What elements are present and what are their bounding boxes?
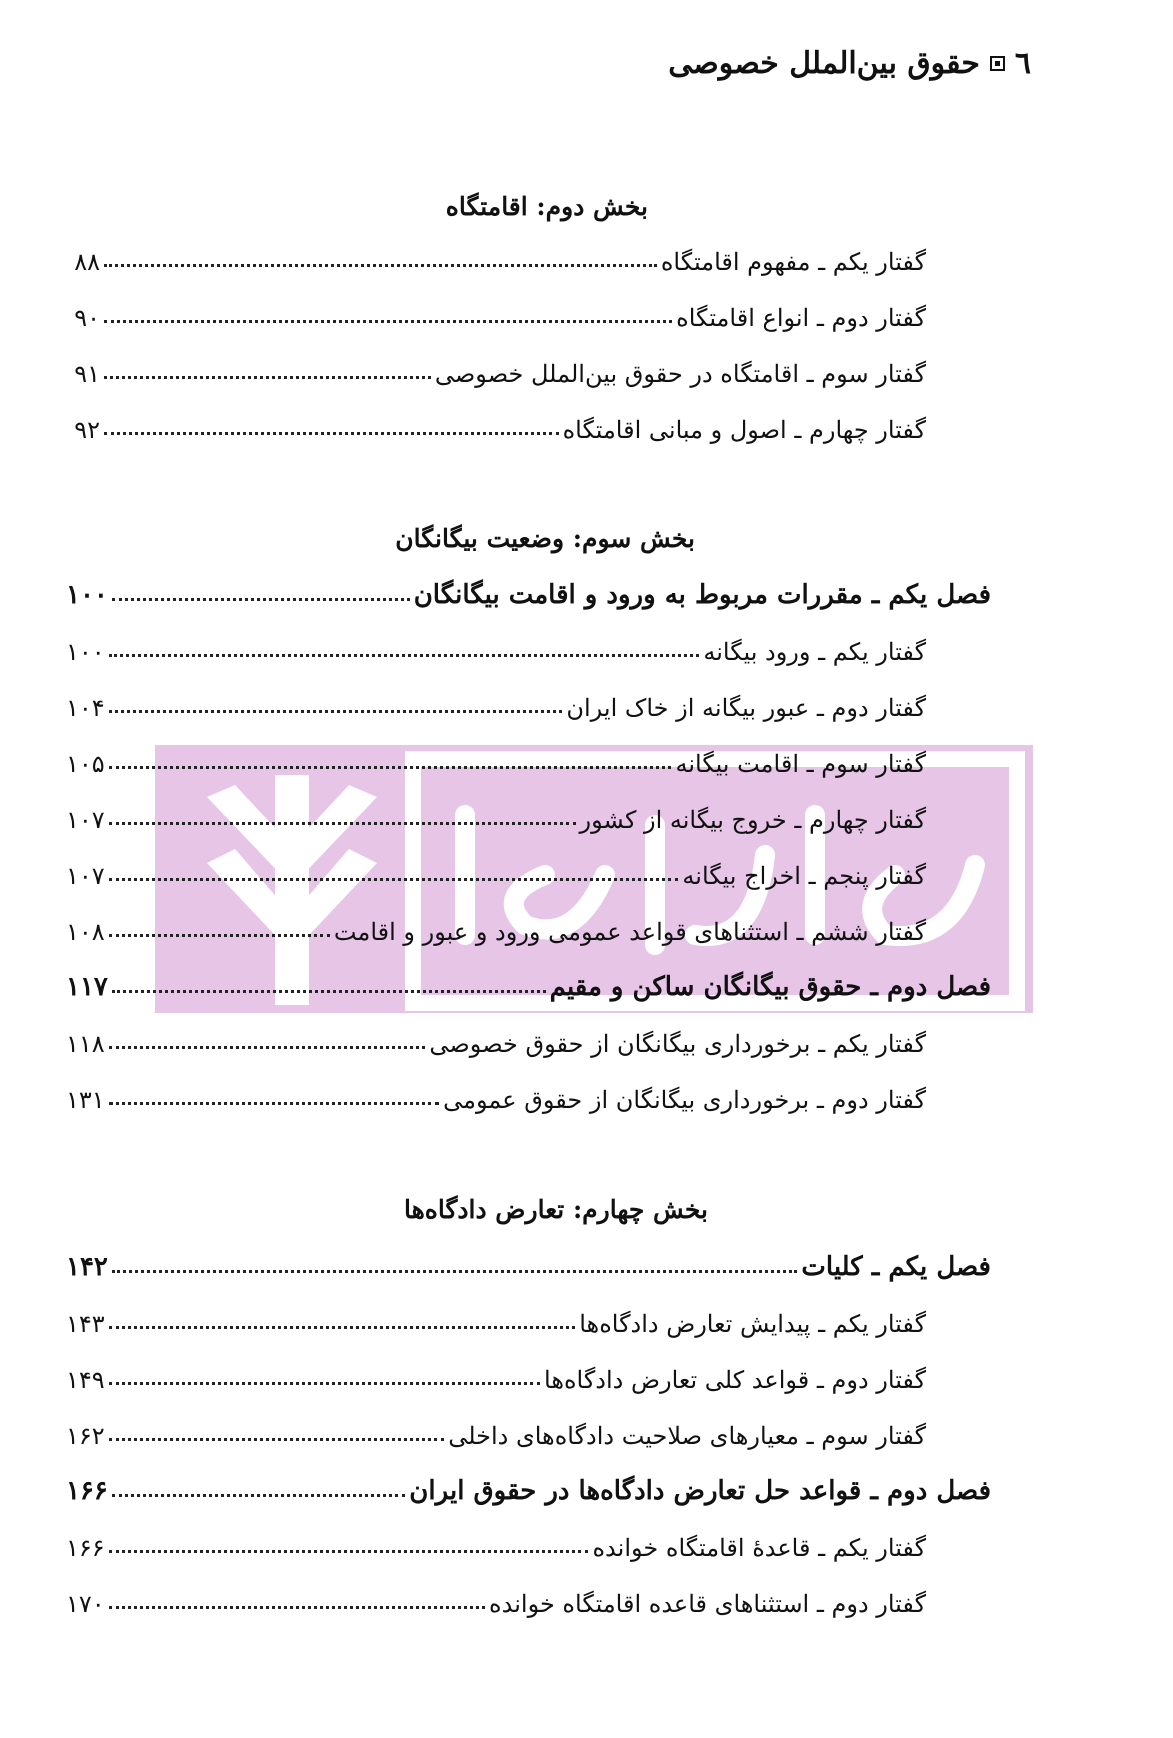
section-title: بخش چهارم: تعارض دادگاه‌ها bbox=[403, 1195, 708, 1224]
toc-row[interactable] bbox=[66, 1522, 926, 1562]
toc-page-number: ۱۴۲ bbox=[66, 1252, 108, 1282]
toc-entry-title: گفتار سوم ـ اقامت بیگانه bbox=[675, 750, 926, 778]
toc-entry-title: فصل دوم ـ حقوق بیگانگان ساکن و مقیم bbox=[549, 972, 991, 1002]
dot-leader bbox=[104, 320, 672, 323]
toc-entry-title: گفتار یکم ـ قاعدهٔ اقامتگاه خوانده bbox=[592, 1534, 926, 1562]
section-title: بخش سوم: وضعیت بیگانگان bbox=[395, 524, 695, 553]
dot-leader bbox=[109, 1550, 589, 1553]
toc-row[interactable] bbox=[66, 1354, 926, 1394]
toc-page-number: ۱۶۶ bbox=[66, 1534, 105, 1562]
dot-leader bbox=[109, 1102, 440, 1105]
toc-chapter-row[interactable] bbox=[66, 1242, 991, 1282]
toc-page-number: ۱۰۴ bbox=[66, 694, 105, 722]
dot-leader bbox=[109, 878, 679, 881]
toc-entry-title: گفتار یکم ـ پیدایش تعارض دادگاه‌ها bbox=[579, 1310, 926, 1338]
toc-page-number: ۱۰۰ bbox=[66, 580, 108, 610]
toc-page-number: ۱۰۵ bbox=[66, 750, 105, 778]
toc-row[interactable] bbox=[66, 1578, 926, 1618]
toc-page-number: ۸۸ bbox=[74, 248, 100, 276]
dot-leader bbox=[109, 710, 563, 713]
page-number: ٦ bbox=[1014, 46, 1031, 81]
toc-page-number: ۹۰ bbox=[74, 304, 100, 332]
section-title: بخش دوم: اقامتگاه bbox=[445, 192, 648, 221]
toc-page-number: ۱۰۷ bbox=[66, 806, 105, 834]
toc-entry-title: گفتار دوم ـ برخورداری بیگانگان از حقوق عمومی bbox=[443, 1086, 926, 1114]
toc-chapter-row[interactable] bbox=[66, 962, 991, 1002]
toc-row[interactable] bbox=[66, 906, 926, 946]
toc-entry-title: گفتار یکم ـ مفهوم اقامتگاه bbox=[660, 248, 926, 276]
dot-leader bbox=[112, 990, 546, 993]
toc-entry-title: گفتار پنجم ـ اخراج بیگانه bbox=[682, 862, 926, 890]
toc-entry-title: گفتار دوم ـ قواعد کلی تعارض دادگاه‌ها bbox=[544, 1366, 926, 1394]
toc-row[interactable] bbox=[66, 626, 926, 666]
dot-leader bbox=[112, 1494, 405, 1497]
toc-page-number: ۱۰۸ bbox=[66, 918, 105, 946]
dot-leader bbox=[109, 1438, 445, 1441]
toc-row[interactable] bbox=[66, 1018, 926, 1058]
dot-leader bbox=[109, 766, 672, 769]
square-bullet-icon bbox=[990, 56, 1005, 71]
toc-row[interactable] bbox=[66, 850, 926, 890]
toc-entry-title: فصل یکم ـ کلیات bbox=[801, 1252, 991, 1282]
dot-leader bbox=[109, 1606, 485, 1609]
toc-entry-title: گفتار یکم ـ ورود بیگانه bbox=[703, 638, 926, 666]
dot-leader bbox=[112, 598, 410, 601]
toc-entry-title: گفتار یکم ـ برخورداری بیگانگان از حقوق خصوصی bbox=[429, 1030, 926, 1058]
dot-leader bbox=[104, 264, 657, 267]
toc-page-number: ۱۱۸ bbox=[66, 1030, 105, 1058]
toc-page-number: ۱۴۳ bbox=[66, 1310, 105, 1338]
dot-leader bbox=[109, 654, 700, 657]
toc-row[interactable] bbox=[66, 236, 926, 276]
toc-row[interactable] bbox=[66, 794, 926, 834]
toc-entry-title: فصل دوم ـ قواعد حل تعارض دادگاه‌ها در حقوق ایران bbox=[409, 1476, 991, 1506]
toc-entry-title: گفتار چهارم ـ خروج بیگانه از کشور bbox=[579, 806, 926, 834]
toc-row[interactable] bbox=[66, 682, 926, 722]
toc-entry-title: گفتار دوم ـ استثناهای قاعده اقامتگاه خوانده bbox=[489, 1590, 926, 1618]
toc-row[interactable] bbox=[66, 1410, 926, 1450]
toc-page-number: ۱۶۲ bbox=[66, 1422, 105, 1450]
toc-page-number: ۱۶۶ bbox=[66, 1476, 108, 1506]
toc-page-number: ۱۳۱ bbox=[66, 1086, 105, 1114]
dot-leader bbox=[109, 1382, 540, 1385]
toc-entry-title: گفتار چهارم ـ اصول و مبانی اقامتگاه bbox=[562, 416, 926, 444]
toc-chapter-row[interactable] bbox=[66, 1466, 991, 1506]
toc-page-number: ۱۰۰ bbox=[66, 638, 105, 666]
dot-leader bbox=[104, 432, 559, 435]
toc-chapter-row[interactable] bbox=[66, 570, 991, 610]
dot-leader bbox=[109, 1326, 576, 1329]
toc-row[interactable] bbox=[66, 738, 926, 778]
toc-entry-title: گفتار سوم ـ اقامتگاه در حقوق بین‌الملل خصوصی bbox=[434, 360, 926, 388]
dot-leader bbox=[104, 376, 431, 379]
toc-entry-title: گفتار دوم ـ عبور بیگانه از خاک ایران bbox=[566, 694, 926, 722]
book-title: حقوق بین‌الملل خصوصی bbox=[668, 46, 980, 81]
dot-leader bbox=[109, 934, 330, 937]
page-header bbox=[668, 46, 1031, 81]
toc-entry-title: گفتار سوم ـ معیارهای صلاحیت دادگاه‌های داخلی bbox=[448, 1422, 926, 1450]
toc-page-number: ۱۱۷ bbox=[66, 972, 108, 1002]
dot-leader bbox=[112, 1270, 798, 1273]
dot-leader bbox=[109, 822, 576, 825]
dot-leader bbox=[109, 1046, 426, 1049]
toc-entry-title: گفتار ششم ـ استثناهای قواعد عمومی ورود و عبور و اقامت bbox=[333, 918, 926, 946]
toc-page-number: ۱۷۰ bbox=[66, 1590, 105, 1618]
toc-page-number: ۹۲ bbox=[74, 416, 100, 444]
toc-entry-title: گفتار دوم ـ انواع اقامتگاه bbox=[676, 304, 926, 332]
toc-page-number: ۱۰۷ bbox=[66, 862, 105, 890]
toc-page-number: ۱۴۹ bbox=[66, 1366, 105, 1394]
toc-row[interactable] bbox=[66, 292, 926, 332]
toc-row[interactable] bbox=[66, 404, 926, 444]
toc-page-number: ۹۱ bbox=[74, 360, 100, 388]
toc-row[interactable] bbox=[66, 1298, 926, 1338]
toc-entry-title: فصل یکم ـ مقررات مربوط به ورود و اقامت بیگانگان bbox=[413, 580, 991, 610]
toc-row[interactable] bbox=[66, 1074, 926, 1114]
toc-row[interactable] bbox=[66, 348, 926, 388]
